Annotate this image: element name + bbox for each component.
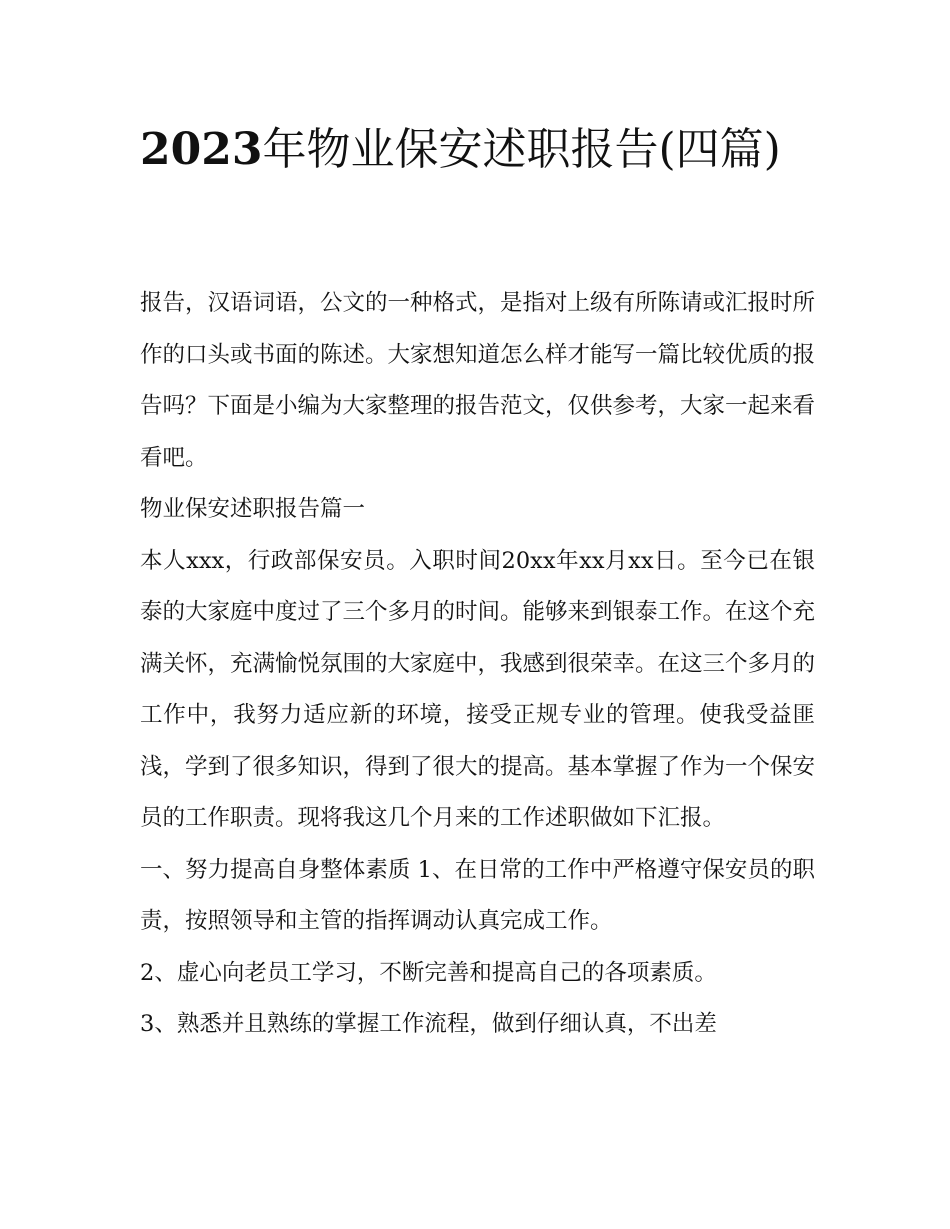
body-paragraph: 3、熟悉并且熟练的掌握工作流程，做到仔细认真，不出差 <box>140 1011 717 1037</box>
body-paragraph: 一、努力提高自身整体素质 1、在日常的工作中严格遵守保安员的职责，按照领导和主管的指挥调动认真完成工作。 <box>140 856 815 934</box>
title-year: 2023 <box>140 124 263 175</box>
body-paragraph: 本人xxx，行政部保安员。入职时间20xx年xx月xx日。至今已在银泰的大家庭中度过了三个多月的时间。能够来到银泰工作。在这个充满关怀，充满愉悦氛围的大家庭中，我感到很荣幸。在这三个多月的工作中，我努力适应新的环境，接受正规专业的管理。使我受益匪浅，学到了很多知识，得到了很大的提高。基本掌握了作为一个保安员的工作职责。现将我这几个月来的工作述职做如下汇报。 <box>140 547 816 831</box>
intro-paragraph: 报告，汉语词语，公文的一种格式，是指对上级有所陈请或汇报时所作的口头或书面的陈述。大家想知道怎么样才能写一篇比较优质的报告吗？下面是小编为大家整理的报告范文，仅供参考，大家一起来看看吧。 <box>140 290 816 471</box>
section-heading: 物业保安述职报告篇一 <box>140 496 366 522</box>
document-body <box>140 278 815 1051</box>
title-text: 年物业保安述职报告(四篇) <box>262 124 781 175</box>
body-paragraph: 2、虚心向老员工学习，不断完善和提高自己的各项素质。 <box>140 959 717 986</box>
document-title <box>140 112 815 188</box>
